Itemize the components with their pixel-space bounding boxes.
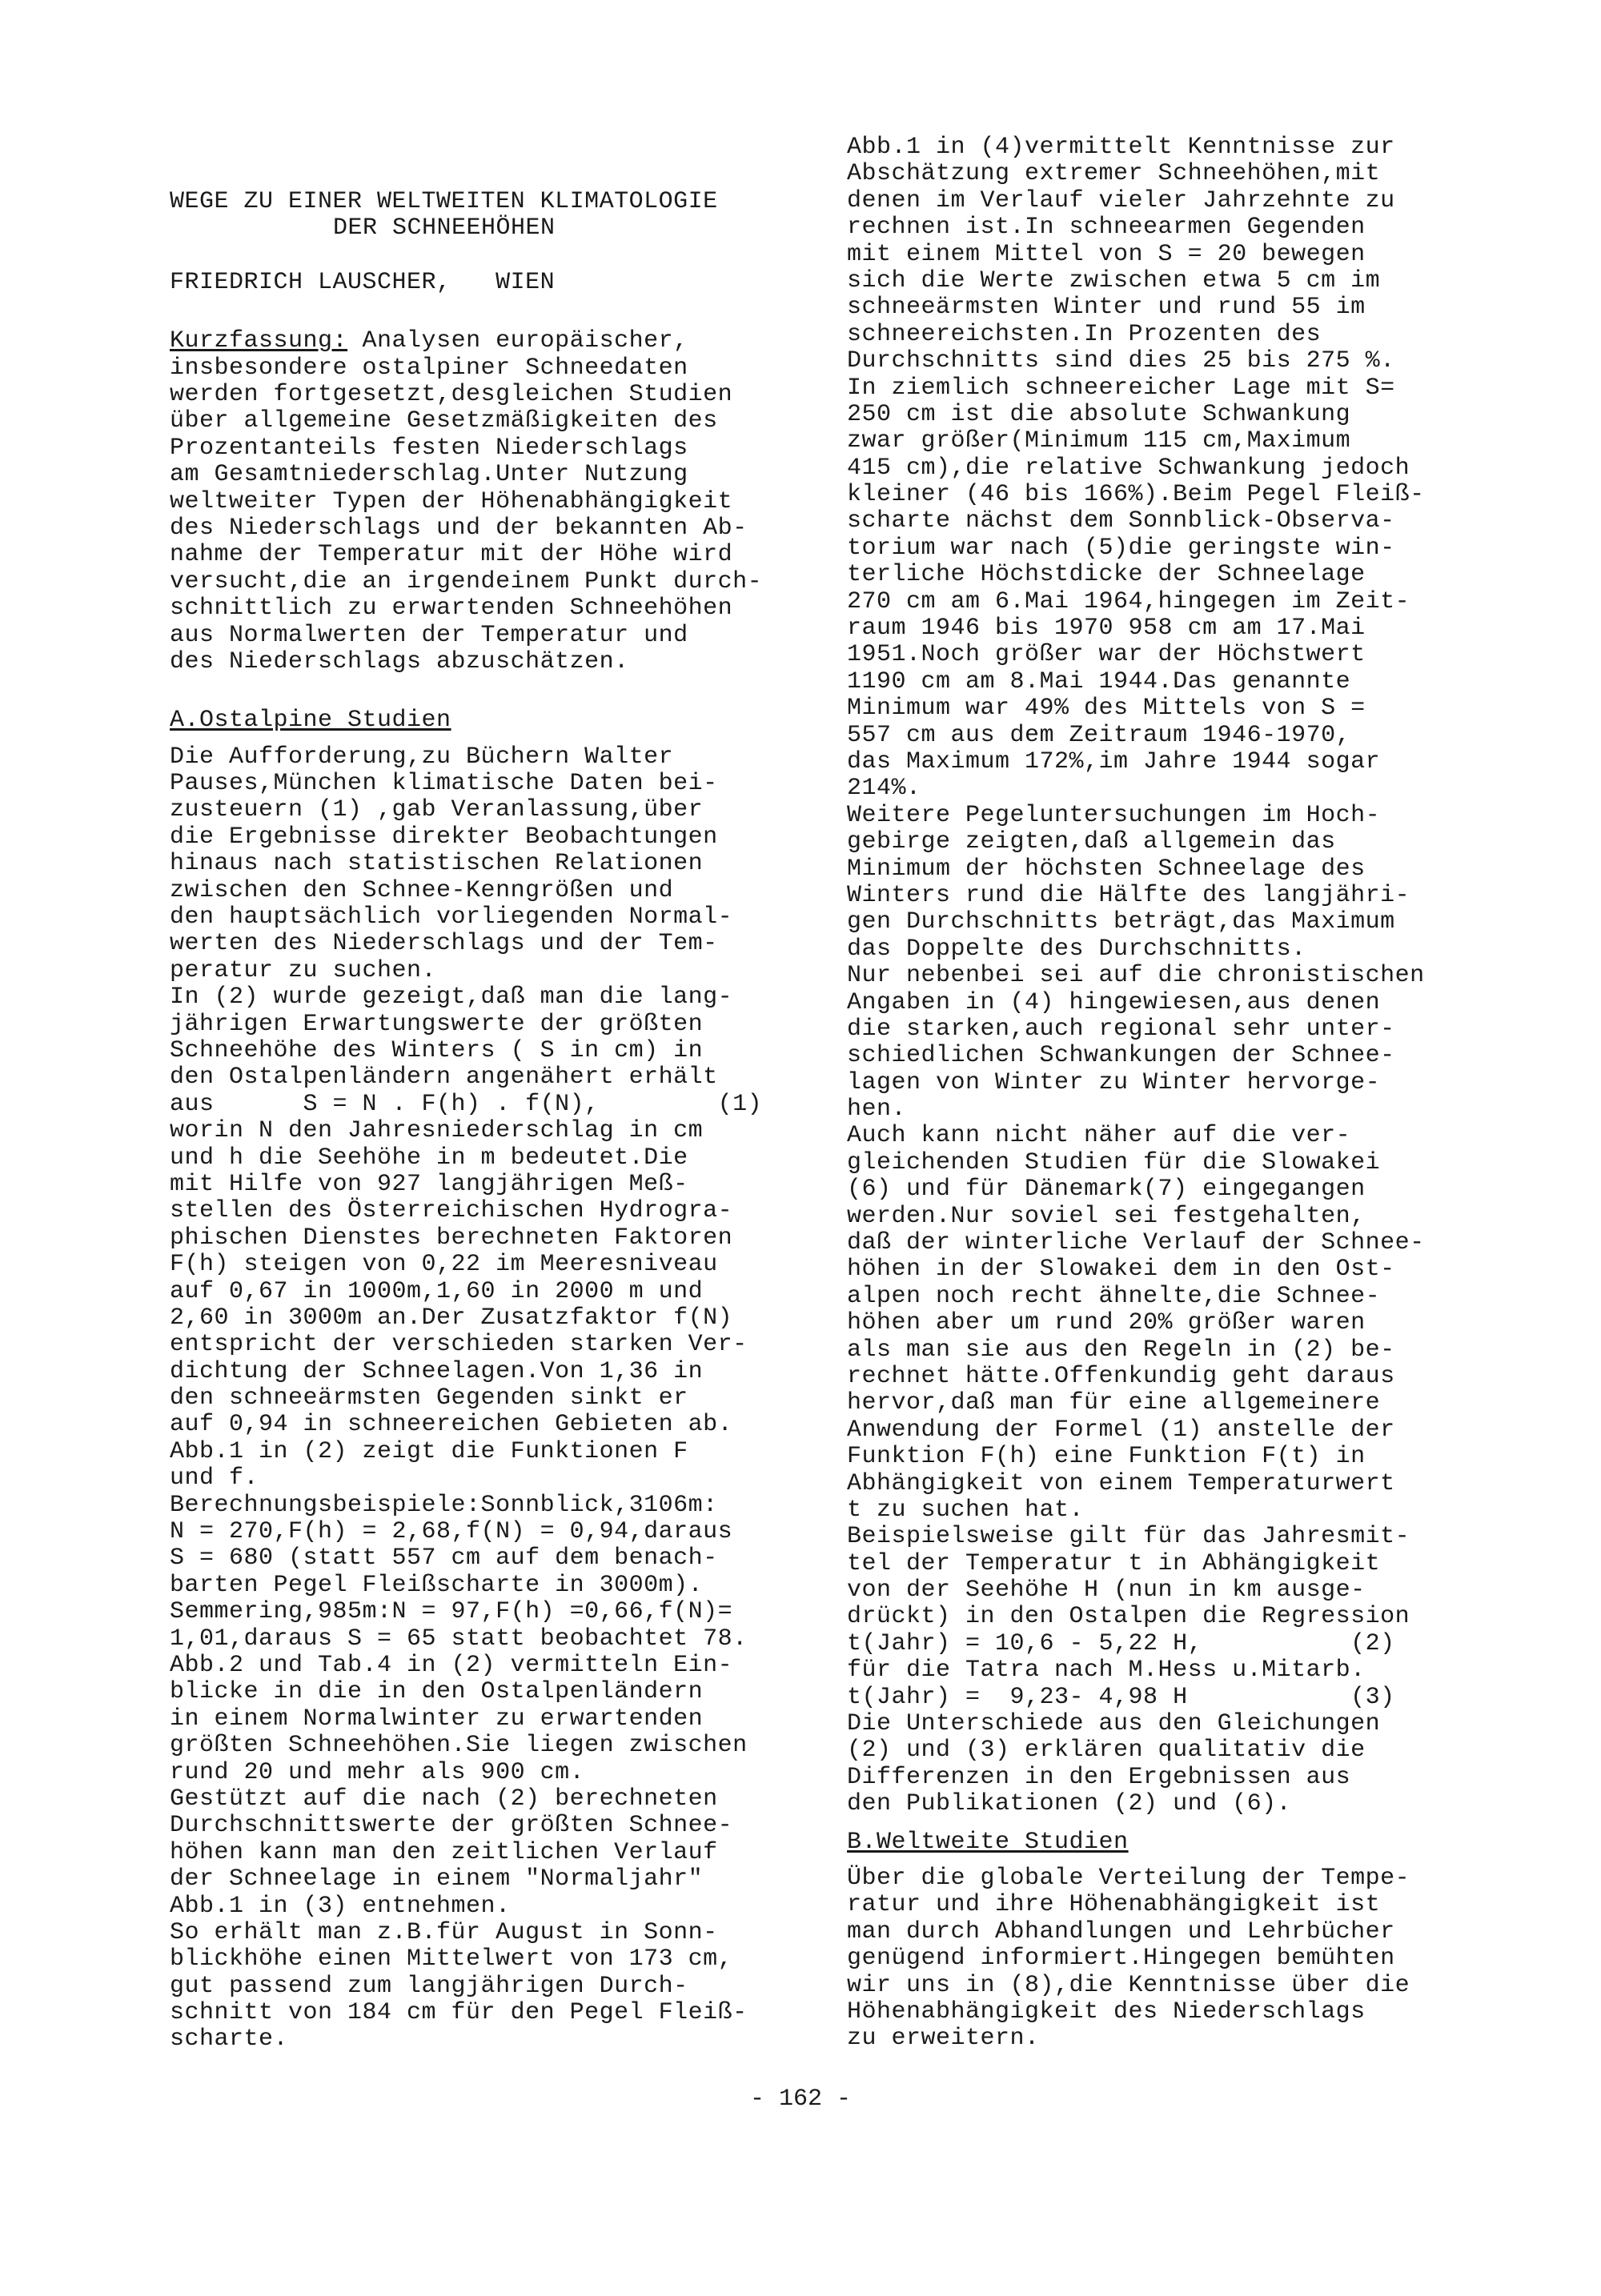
text-line: genügend informiert.Hingegen bemühten — [847, 1945, 1395, 1973]
text-line: von der Seehöhe H (nun in km ausge- — [847, 1577, 1366, 1605]
text-line: insbesondere ostalpiner Schneedaten — [170, 354, 688, 382]
text-line: schneeärmsten Winter und rund 55 im — [847, 294, 1366, 322]
text-line: Abb.1 in (2) zeigt die Funktionen F — [170, 1437, 688, 1465]
text-line: zusteuern (1) ,gab Veranlassung,über — [170, 796, 704, 824]
text-line: Abb.2 und Tab.4 in (2) vermitteln Ein- — [170, 1651, 733, 1679]
text-line: lagen von Winter zu Winter hervorge- — [847, 1068, 1381, 1096]
text-line: S = 680 (statt 557 cm auf dem benach- — [170, 1545, 718, 1573]
text-line: in einem Normalwinter zu erwartenden — [170, 1705, 704, 1733]
text-line: Anwendung der Formel (1) anstelle der — [847, 1416, 1395, 1444]
right-column — [847, 134, 1487, 2053]
text-line: auf 0,67 in 1000m,1,60 in 2000 m und — [170, 1277, 704, 1305]
text-line: sich die Werte zwischen etwa 5 cm im — [847, 266, 1381, 295]
text-line: mit einem Mittel von S = 20 bewegen — [847, 240, 1366, 268]
text-line: 1,01,daraus S = 65 statt beobachtet 78. — [170, 1625, 748, 1653]
text-line: Die Aufforderung,zu Büchern Walter — [170, 743, 674, 771]
text-line: Die Unterschiede aus den Gleichungen — [847, 1710, 1381, 1738]
text-line: rechnet hätte.Offenkundig geht daraus — [847, 1362, 1395, 1390]
right-column-body — [847, 134, 1487, 1818]
text-line: werten des Niederschlags und der Tem- — [170, 930, 718, 958]
text-line: man durch Abhandlungen und Lehrbücher — [847, 1917, 1395, 1945]
abstract-body — [170, 355, 810, 676]
text-line: gen Durchschnitts beträgt,das Maximum — [847, 908, 1395, 936]
text-line: N = 270,F(h) = 2,68,f(N) = 0,94,daraus — [170, 1518, 733, 1546]
text-line: Abb.1 in (3) entnehmen. — [170, 1892, 511, 1920]
text-line: schiedlichen Schwankungen der Schnee- — [847, 1042, 1395, 1070]
text-line: weltweiter Typen der Höhenabhängigkeit — [170, 487, 733, 515]
text-line: versucht,die an irgendeinem Punkt durch- — [170, 567, 763, 595]
abstract-label: Kurzfassung: — [170, 327, 348, 355]
title-line-2: DER SCHNEEHÖHEN — [333, 214, 556, 242]
text-line: wir uns in (8),die Kenntnisse über die — [847, 1971, 1410, 1999]
text-line: scharte. — [170, 2026, 289, 2054]
text-line: Differenzen in den Ergebnissen aus — [847, 1763, 1351, 1791]
text-line: 2,60 in 3000m an.Der Zusatzfaktor f(N) — [170, 1304, 733, 1332]
text-line: gleichenden Studien für die Slowakei — [847, 1148, 1381, 1176]
text-line: 415 cm),die relative Schwankung jedoch — [847, 454, 1410, 482]
text-line: 250 cm ist die absolute Schwankung — [847, 400, 1351, 428]
text-line: ratur und ihre Höhenabhängigkeit ist — [847, 1891, 1381, 1919]
text-line: blicke in die in den Ostalpenländern — [170, 1678, 704, 1706]
text-line: (2) und (3) erklären qualitativ die — [847, 1737, 1366, 1765]
text-line: der Schneelage in einem "Normaljahr" — [170, 1865, 704, 1893]
text-line: phischen Dienstes berechneten Faktoren — [170, 1224, 733, 1252]
text-line: nahme der Temperatur mit der Höhe wird — [170, 541, 733, 569]
section-a-body — [170, 744, 810, 2054]
text-line: In ziemlich schneereicher Lage mit S= — [847, 374, 1395, 402]
text-line: barten Pegel Fleißscharte in 3000m). — [170, 1571, 704, 1599]
section-a-heading: A.Ostalpine Studien — [170, 707, 451, 735]
left-column — [170, 189, 810, 2054]
text-line: und f. — [170, 1465, 259, 1493]
text-line: das Maximum 172%,im Jahre 1944 sogar — [847, 747, 1381, 775]
text-line: aus S = N . F(h) . f(N), (1) — [170, 1090, 763, 1118]
text-line: kleiner (46 bis 166%).Beim Pegel Fleiß- — [847, 481, 1425, 509]
text-line: entspricht der verschieden starken Ver- — [170, 1331, 748, 1359]
text-line: zu erweitern. — [847, 2025, 1040, 2053]
text-line: t(Jahr) = 10,6 - 5,22 H, (2) — [847, 1629, 1395, 1657]
text-line: raum 1946 bis 1970 958 cm am 17.Mai — [847, 615, 1366, 643]
text-line: blickhöhe einen Mittelwert von 173 cm, — [170, 1945, 733, 1973]
text-line: schnitt von 184 cm für den Pegel Fleiß- — [170, 1999, 748, 2027]
text-line: werden fortgesetzt,desgleichen Studien — [170, 381, 733, 408]
section-b — [847, 1829, 1487, 2053]
text-line: werden.Nur soviel sei festgehalten, — [847, 1202, 1366, 1230]
text-line: größten Schneehöhen.Sie liegen zwischen — [170, 1732, 748, 1760]
text-line: Durchschnitts sind dies 25 bis 275 %. — [847, 347, 1395, 375]
text-line: t zu suchen hat. — [847, 1496, 1085, 1524]
text-line: höhen aber um rund 20% größer waren — [847, 1309, 1366, 1337]
abstract-first-text: Analysen europäischer, — [347, 327, 688, 355]
text-line: höhen in der Slowakei dem in den Ost- — [847, 1256, 1395, 1284]
text-line: Semmering,985m:N = 97,F(h) =0,66,f(N)= — [170, 1598, 733, 1626]
text-line: Schneehöhe des Winters ( S in cm) in — [170, 1037, 704, 1064]
author-line: FRIEDRICH LAUSCHER, WIEN — [170, 268, 556, 296]
text-line: worin N den Jahresniederschlag in cm — [170, 1117, 704, 1145]
text-line: hen. — [847, 1096, 907, 1124]
text-line: Abhängigkeit von einem Temperaturwert — [847, 1469, 1395, 1497]
text-line: die starken,auch regional sehr unter- — [847, 1015, 1395, 1043]
text-line: den Ostalpenländern angenähert erhält — [170, 1064, 718, 1092]
text-line: schneereichsten.In Prozenten des — [847, 320, 1322, 348]
text-line: Höhenabhängigkeit des Niederschlags — [847, 1997, 1366, 2026]
text-line: auf 0,94 in schneereichen Gebieten ab. — [170, 1411, 733, 1439]
text-line: mit Hilfe von 927 langjährigen Meß- — [170, 1170, 688, 1198]
text-line: Minimum war 49% des Mittels von S = — [847, 695, 1366, 723]
text-line: des Niederschlags abzuschätzen. — [170, 647, 629, 675]
text-line: stellen des Österreichischen Hydrogra- — [170, 1197, 733, 1225]
text-line: torium war nach (5)die geringste win- — [847, 534, 1395, 562]
section-b-heading: B.Weltweite Studien — [847, 1828, 1129, 1856]
text-line: So erhält man z.B.für August in Sonn- — [170, 1918, 718, 1946]
text-line: Berechnungsbeispiele:Sonnblick,3106m: — [170, 1491, 718, 1519]
text-line: Durchschnittswerte der größten Schnee- — [170, 1812, 733, 1840]
text-line: terliche Höchstdicke der Schneelage — [847, 561, 1366, 589]
text-line: daß der winterliche Verlauf der Schnee- — [847, 1229, 1425, 1257]
text-line: rund 20 und mehr als 900 cm. — [170, 1758, 585, 1786]
text-line: Funktion F(h) eine Funktion F(t) in — [847, 1443, 1366, 1471]
text-line: aus Normalwerten der Temperatur und — [170, 621, 688, 649]
text-line: 1951.Noch größer war der Höchstwert — [847, 641, 1366, 669]
abstract — [170, 328, 810, 675]
text-line: hervor,daß man für eine allgemeinere — [847, 1389, 1381, 1417]
title-line-1: WEGE ZU EINER WELTWEITEN KLIMATOLOGIE — [170, 188, 718, 215]
text-line: scharte nächst dem Sonnblick-Observa- — [847, 507, 1395, 535]
text-line: Weitere Pegeluntersuchungen im Hoch- — [847, 801, 1381, 829]
text-line: (6) und für Dänemark(7) eingegangen — [847, 1176, 1366, 1204]
text-line: gut passend zum langjährigen Durch- — [170, 1972, 688, 2000]
text-line: den hauptsächlich vorliegenden Normal- — [170, 904, 733, 932]
text-line: jährigen Erwartungswerte der größten — [170, 1010, 704, 1038]
abstract-first-line — [170, 328, 810, 355]
text-line: für die Tatra nach M.Hess u.Mitarb. — [847, 1657, 1366, 1685]
section-b-body — [847, 1865, 1487, 2053]
text-line: das Doppelte des Durchschnitts. — [847, 935, 1306, 963]
text-line: des Niederschlags und der bekannten Ab- — [170, 514, 748, 542]
text-line: In (2) wurde gezeigt,daß man die lang- — [170, 984, 733, 1012]
text-line: den schneeärmsten Gegenden sinkt er — [170, 1384, 688, 1412]
text-line: Angaben in (4) hingewiesen,aus denen — [847, 988, 1381, 1016]
text-line: dichtung der Schneelagen.Von 1,36 in — [170, 1357, 704, 1385]
text-line: den Publikationen (2) und (6). — [847, 1790, 1292, 1818]
text-line: tel der Temperatur t in Abhängigkeit — [847, 1549, 1381, 1577]
text-line: rechnen ist.In schneearmen Gegenden — [847, 214, 1366, 242]
text-line: schnittlich zu erwartenden Schneehöhen — [170, 595, 733, 623]
text-line: peratur zu suchen. — [170, 956, 437, 984]
text-line: Auch kann nicht näher auf die ver- — [847, 1122, 1351, 1150]
text-line: t(Jahr) = 9,23- 4,98 H (3) — [847, 1683, 1395, 1711]
text-line: Pauses,München klimatische Daten bei- — [170, 770, 718, 798]
text-line: und h die Seehöhe in m bedeutet.Die — [170, 1144, 688, 1172]
text-line: die Ergebnisse direkter Beobachtungen — [170, 823, 718, 851]
text-line: gebirge zeigten,daß allgemein das — [847, 828, 1336, 856]
text-line: am Gesamtniederschlag.Unter Nutzung — [170, 461, 688, 489]
text-line: Nur nebenbei sei auf die chronistischen — [847, 962, 1425, 990]
section-a — [170, 707, 810, 2054]
text-line: Winters rund die Hälfte des langjähri- — [847, 881, 1410, 909]
page-number: - 162 - — [749, 2086, 852, 2113]
text-line: denen im Verlauf vieler Jahrzehnte zu — [847, 186, 1395, 214]
text-line: Abschätzung extremer Schneehöhen,mit — [847, 160, 1381, 188]
text-line: 270 cm am 6.Mai 1964,hingegen im Zeit- — [847, 587, 1410, 615]
text-line: alpen noch recht ähnelte,die Schnee- — [847, 1282, 1381, 1310]
text-line: 557 cm aus dem Zeitraum 1946-1970, — [847, 721, 1351, 749]
text-line: Prozentanteils festen Niederschlags — [170, 434, 688, 462]
text-line: höhen kann man den zeitlichen Verlauf — [170, 1838, 718, 1866]
text-line: über allgemeine Gesetzmäßigkeiten des — [170, 407, 718, 435]
text-line: 214%. — [847, 775, 921, 803]
text-line: zwar größer(Minimum 115 cm,Maximum — [847, 427, 1351, 455]
text-line: als man sie aus den Regeln in (2) be- — [847, 1336, 1395, 1364]
text-line: Minimum der höchsten Schneelage des — [847, 855, 1366, 883]
text-line: zwischen den Schnee-Kenngrößen und — [170, 876, 674, 904]
text-line: 1190 cm am 8.Mai 1944.Das genannte — [847, 667, 1351, 695]
text-line: F(h) steigen von 0,22 im Meeresniveau — [170, 1251, 718, 1279]
text-line: Über die globale Verteilung der Tempe- — [847, 1865, 1410, 1893]
text-line: hinaus nach statistischen Relationen — [170, 850, 704, 878]
text-line: drückt) in den Ostalpen die Regression — [847, 1603, 1410, 1631]
text-line: Gestützt auf die nach (2) berechneten — [170, 1785, 718, 1813]
text-line: Beispielsweise gilt für das Jahresmit- — [847, 1523, 1410, 1551]
text-line: Abb.1 in (4)vermittelt Kenntnisse zur — [847, 134, 1395, 161]
